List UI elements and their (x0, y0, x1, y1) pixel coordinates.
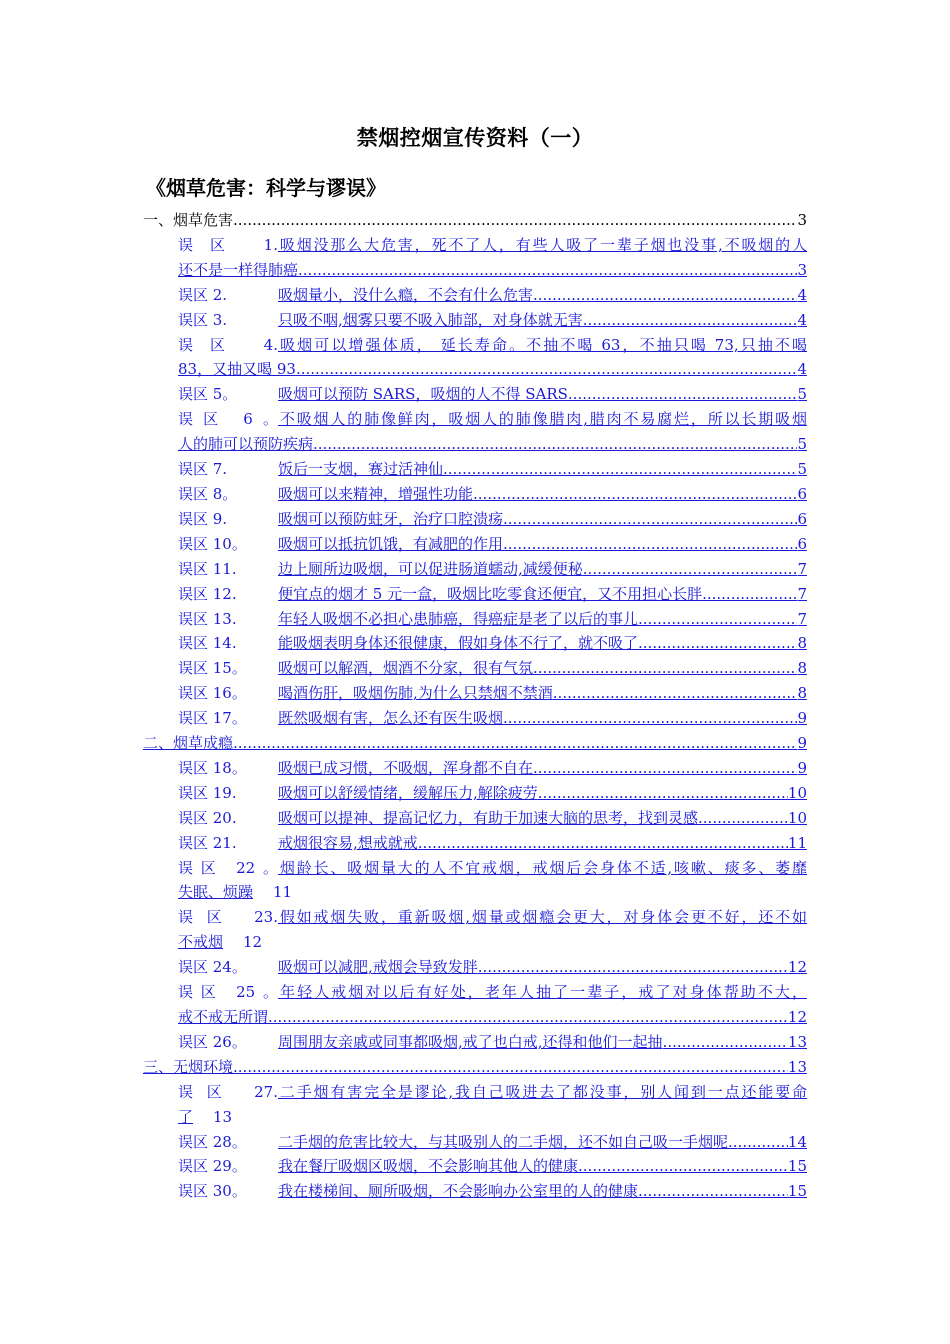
dot-leader (663, 1030, 788, 1055)
toc-item-text: 吸烟可以解酒，烟酒不分家，很有气氛 (278, 659, 534, 678)
toc-item-link[interactable] (178, 333, 807, 383)
toc-item-number: 误区 26。 (178, 1032, 247, 1051)
toc-item-text-cont: 还不是一样得肺癌 (178, 260, 299, 279)
toc-item-line (178, 382, 568, 407)
toc-item-number: 误区 10。 (178, 534, 247, 553)
dot-leader (503, 706, 797, 731)
toc-item-number: 误区 14. (178, 634, 237, 653)
table-of-contents (143, 208, 807, 1204)
toc-page-number: 12 (787, 1008, 807, 1026)
toc-item-first-line (178, 856, 807, 881)
toc-item[interactable] (143, 283, 807, 308)
toc-page-number: 11 (787, 833, 807, 852)
toc-item-text: 假如戒烟失败，重新吸烟,烟量或烟瘾会更大，对身体会更不好，还不如 (278, 908, 807, 927)
toc-page-number: 7 (797, 584, 807, 603)
dot-leader (738, 1130, 788, 1155)
toc-item-text: 便宜点的烟才 5 元一盒，吸烟比吃零食还便宜，又不用担心长胖 (278, 584, 703, 603)
toc-item-number: 误区 20. (178, 808, 237, 827)
toc-item-text: 二手烟的危害比较大，与其吸别人的二手烟，还不如自己吸一手烟呢.. (278, 1132, 738, 1151)
dot-leader (533, 656, 797, 681)
toc-item-text: 戒烟很容易,想戒就戒 (278, 833, 418, 852)
toc-item-first-line (178, 1080, 807, 1105)
page-title: 禁烟控烟宣传资料（一） (356, 125, 594, 150)
toc-item[interactable] (143, 382, 807, 407)
toc-item-continuation (178, 930, 807, 955)
toc-item-text-cont: 了 (178, 1107, 194, 1126)
toc-item-continuation (178, 258, 807, 283)
toc-item[interactable] (143, 457, 807, 482)
toc-item-number: 误区 27. (178, 1082, 278, 1101)
toc-item-text-cont: 戒不戒无所谓 (178, 1008, 269, 1026)
toc-page-number: 8 (797, 659, 807, 678)
toc-item-first-line (178, 233, 807, 258)
toc-item-line (178, 507, 503, 532)
toc-item-number: 误区 21. (178, 833, 237, 852)
toc-item-number: 误区 24。 (178, 958, 247, 977)
toc-item[interactable] (143, 407, 807, 457)
toc-item-number: 误区 23. (178, 908, 278, 927)
toc-item[interactable] (143, 308, 807, 333)
toc-page-number: 6 (797, 509, 807, 528)
dot-leader (313, 432, 797, 457)
toc-item-line (178, 532, 503, 557)
toc-item-number: 误区 18。 (178, 758, 247, 777)
toc-item[interactable] (143, 756, 807, 781)
toc-item[interactable] (143, 806, 807, 831)
toc-item[interactable] (143, 607, 807, 632)
toc-page-number: 13 (213, 1107, 233, 1126)
toc-item-text: 能吸烟表明身体还很健康，假如身体不行了，就不吸了 (278, 634, 639, 653)
toc-item-line (178, 482, 473, 507)
toc-item-number: 误区 1. (178, 235, 278, 254)
toc-item-link[interactable] (178, 1030, 807, 1055)
toc-item-text: 不吸烟人的肺像鲜肉，吸烟人的肺像腊肉,腊肉不易腐烂，所以长期吸烟 (278, 410, 807, 429)
toc-item-number: 误区 9. (178, 509, 228, 528)
toc-item-text: 吸烟可以预防蛀牙，治疗口腔溃疡 (278, 509, 504, 528)
toc-item[interactable] (143, 1179, 807, 1204)
toc-page-number: 3 (797, 260, 807, 279)
toc-item-text: 二手烟有害完全是谬论,我自己吸进去了都没事，别人闻到一点还能要命 (278, 1082, 807, 1101)
toc-item-line (178, 1179, 638, 1204)
dot-leader (638, 1179, 788, 1204)
toc-item-number: 误区 12. (178, 584, 237, 603)
toc-item-continuation (178, 1105, 807, 1130)
toc-item-line (178, 706, 503, 731)
dot-leader (533, 283, 797, 308)
toc-item-link[interactable] (178, 806, 807, 831)
toc-page-number: 12 (787, 958, 807, 977)
toc-item-first-line (178, 980, 807, 1005)
toc-item-number: 误区 15。 (178, 659, 247, 678)
toc-section-label: 三、无烟环境 (143, 1057, 234, 1076)
dot-leader (298, 258, 797, 283)
toc-item-text: 喝酒伤肝，吸烟伤肺,为什么只禁烟不禁酒 (278, 684, 553, 703)
toc-item-text-cont: 83，又抽又喝 93 (178, 360, 296, 379)
toc-item-text: 既然吸烟有害，怎么还有医生吸烟 (278, 709, 504, 728)
toc-item-link[interactable] (178, 382, 807, 407)
toc-item-text-cont: 不戒烟 (178, 933, 224, 952)
toc-item-line (178, 1130, 738, 1155)
toc-page-number: 8 (797, 684, 807, 703)
toc-item-text: 饭后一支烟，赛过活神仙 (278, 460, 444, 479)
toc-item-link[interactable] (178, 557, 807, 582)
dot-leader (478, 955, 788, 980)
dot-leader (443, 457, 797, 482)
toc-item-link[interactable] (178, 507, 807, 532)
toc-item-link[interactable] (178, 1154, 807, 1179)
toc-item-number: 误区 2. (178, 285, 228, 304)
toc-item-text: 吸烟没那么大危害，死不了人，有些人吸了一辈子烟也没事,不吸烟的人 (278, 235, 807, 254)
toc-item[interactable] (143, 1030, 807, 1055)
toc-page-number: 5 (797, 460, 807, 479)
toc-page-number: 5 (797, 435, 807, 454)
toc-item-continuation (178, 432, 807, 457)
toc-item-link[interactable] (178, 681, 807, 706)
toc-item[interactable] (143, 333, 807, 383)
toc-item-link[interactable] (178, 607, 807, 632)
toc-item-number: 误区 22。 (178, 858, 278, 877)
toc-page-number: 6 (797, 484, 807, 503)
toc-item-number: 误区 28。 (178, 1132, 247, 1151)
toc-section-label: 二、烟草成瘾 (143, 734, 234, 753)
dot-leader (268, 1005, 788, 1030)
toc-section[interactable] (143, 731, 807, 756)
toc-section[interactable] (143, 1055, 807, 1080)
toc-item-text: 周围朋友亲戚或同事都吸烟,戒了也白戒,还得和他们一起抽 (278, 1032, 663, 1051)
toc-item[interactable] (143, 831, 807, 856)
toc-item-text: 吸烟可以舒缓情绪，缓解压力,解除疲劳 (278, 783, 538, 802)
toc-section-link[interactable] (143, 1055, 807, 1080)
toc-item-link[interactable] (178, 856, 807, 906)
toc-item-text: 年轻人戒烟对以后有好处，老年人抽了一辈子，戒了对身体帮助不大， (278, 983, 807, 1002)
toc-item-line (178, 631, 638, 656)
toc-item-text-cont: 人的肺可以预防疾病 (178, 435, 314, 454)
toc-item-number: 误区 5。 (178, 385, 238, 404)
toc-page-number: 10 (787, 783, 807, 802)
toc-item[interactable] (143, 532, 807, 557)
toc-item-number: 误区 25。 (178, 983, 278, 1002)
toc-page-number: 7 (797, 609, 807, 628)
toc-page-number: 7 (797, 559, 807, 578)
toc-item-line (178, 756, 533, 781)
toc-item[interactable] (143, 980, 807, 1030)
toc-item-line (178, 1030, 663, 1055)
toc-item-link[interactable] (178, 407, 807, 457)
toc-item[interactable] (143, 681, 807, 706)
toc-item-link[interactable] (178, 1080, 807, 1130)
dot-leader (638, 631, 797, 656)
toc-item-first-line (178, 905, 807, 930)
toc-item-continuation (178, 880, 807, 905)
toc-item-link[interactable] (178, 781, 807, 806)
toc-item-link[interactable] (178, 656, 807, 681)
toc-item[interactable] (143, 1130, 807, 1155)
dot-leader (296, 357, 798, 382)
toc-item-link[interactable] (178, 756, 807, 781)
toc-section-link[interactable] (143, 731, 807, 756)
toc-item-text: 吸烟可以增强体质， 延长寿命。不抽不喝 63，不抽只喝 73,只抽不喝 (278, 335, 807, 354)
dot-leader (638, 607, 797, 632)
dot-leader (702, 582, 797, 607)
toc-item-first-line (178, 333, 807, 358)
toc-item-line (178, 557, 583, 582)
toc-item-line (178, 831, 418, 856)
toc-item-text: 吸烟可以减肥,戒烟会导致发胖 (278, 958, 478, 977)
toc-section[interactable] (143, 208, 807, 233)
toc-item-line (178, 806, 698, 831)
toc-page-number: 12 (243, 933, 263, 952)
toc-item-line (178, 457, 443, 482)
toc-item[interactable] (143, 656, 807, 681)
toc-page-number: 4 (797, 310, 807, 329)
toc-item[interactable] (143, 1080, 807, 1130)
toc-item[interactable] (143, 1154, 807, 1179)
toc-item-link[interactable] (178, 582, 807, 607)
toc-page-number: 9 (797, 734, 807, 753)
dot-leader (698, 806, 788, 831)
toc-item-continuation (178, 1005, 807, 1030)
toc-item-number: 误区 19. (178, 783, 237, 802)
toc-item-link[interactable] (178, 308, 807, 333)
dot-leader (553, 681, 798, 706)
dot-leader (583, 557, 798, 582)
toc-item-number: 误区 29。 (178, 1157, 247, 1176)
toc-page-number: 9 (797, 758, 807, 777)
toc-item-number: 误区 4. (178, 335, 278, 354)
toc-item[interactable] (143, 955, 807, 980)
toc-item-number: 误区 17。 (178, 709, 247, 728)
toc-item-number: 误区 7. (178, 460, 228, 479)
toc-page-number: 5 (797, 385, 807, 404)
toc-item-first-line (178, 407, 807, 432)
dot-leader (568, 382, 798, 407)
toc-item-text: 吸烟可以预防 SARS，吸烟的人不得 SARS (278, 385, 568, 404)
toc-item-link[interactable] (178, 233, 807, 283)
dot-leader (233, 1055, 788, 1080)
toc-page-number: 11 (273, 883, 293, 902)
toc-page-number: 4 (797, 360, 807, 379)
toc-item-link[interactable] (178, 283, 807, 308)
document-subtitle: 《烟草危害：科学与谬误》 (146, 176, 386, 200)
toc-item-text: 吸烟可以提神、提高记忆力，有助于加速大脑的思考，找到灵感 (278, 808, 699, 827)
toc-item-line (178, 1154, 578, 1179)
toc-item[interactable] (143, 557, 807, 582)
toc-item-continuation (178, 357, 807, 382)
toc-page-number: 14 (787, 1132, 807, 1151)
toc-item-link[interactable] (178, 905, 807, 955)
toc-item-text: 吸烟已成习惯，不吸烟，浑身都不自在 (278, 758, 534, 777)
toc-item[interactable] (143, 233, 807, 283)
toc-item-number: 误区 13. (178, 609, 237, 628)
toc-page-number: 15 (787, 1182, 807, 1201)
dot-leader (418, 831, 788, 856)
toc-page-number: 4 (797, 285, 807, 304)
toc-item-link[interactable] (178, 706, 807, 731)
toc-page-number: 10 (787, 808, 807, 827)
toc-item-text: 吸烟可以抵抗饥饿，有减肥的作用 (278, 534, 504, 553)
dot-leader (503, 532, 797, 557)
toc-item-line (178, 656, 533, 681)
toc-page-number: 15 (787, 1157, 807, 1176)
toc-item-text: 年轻人吸烟不必担心患肺癌，得癌症是老了以后的事儿 (278, 609, 639, 628)
toc-item-link[interactable] (178, 631, 807, 656)
toc-page-number: 13 (787, 1032, 807, 1051)
toc-item[interactable] (143, 631, 807, 656)
dot-leader (533, 756, 797, 781)
toc-item-line (178, 607, 638, 632)
toc-item-text: 烟龄长、吸烟量大的人不宜戒烟，戒烟后会身体不适,咳嗽、痰多、萎靡 (278, 858, 807, 877)
toc-item-text: 边上厕所边吸烟，可以促进肠道蠕动,减缓便秘 (278, 559, 583, 578)
toc-item-link[interactable] (178, 482, 807, 507)
toc-item[interactable] (143, 482, 807, 507)
toc-item-text: 我在餐厅吸烟区吸烟，不会影响其他人的健康 (278, 1157, 579, 1176)
toc-item[interactable] (143, 582, 807, 607)
toc-page-number: 3 (797, 211, 807, 229)
toc-item-text: 只吸不咽,烟雾只要不吸入肺部，对身体就无害 (278, 310, 583, 329)
toc-item[interactable] (143, 706, 807, 731)
toc-item[interactable] (143, 905, 807, 955)
toc-item[interactable] (143, 781, 807, 806)
toc-item-text: 吸烟可以来精神，增强性功能 (278, 484, 474, 503)
toc-item-link[interactable] (178, 1130, 807, 1155)
toc-item-number: 误区 11. (178, 559, 237, 578)
toc-item-link[interactable] (178, 532, 807, 557)
dot-leader (503, 507, 797, 532)
toc-page-number: 6 (797, 534, 807, 553)
toc-item-line (178, 681, 553, 706)
toc-item-link[interactable] (178, 831, 807, 856)
toc-item-line (178, 283, 533, 308)
toc-page-number: 8 (797, 634, 807, 653)
toc-item-line (178, 955, 478, 980)
dot-leader (473, 482, 797, 507)
dot-leader (583, 308, 798, 333)
toc-item-line (178, 582, 702, 607)
dot-leader (578, 1154, 788, 1179)
toc-item-link[interactable] (178, 980, 807, 1030)
toc-item-number: 误区 8。 (178, 484, 238, 503)
toc-item-link[interactable] (178, 1179, 807, 1204)
toc-item[interactable] (143, 507, 807, 532)
toc-item-text-cont: 失眠、烦躁 (178, 883, 254, 902)
toc-item[interactable] (143, 856, 807, 906)
toc-item-text: 我在楼梯间、厕所吸烟，不会影响办公室里的人的健康 (278, 1182, 639, 1201)
toc-item-number: 误区 3. (178, 310, 228, 329)
toc-item-line (178, 781, 538, 806)
toc-item-text: 吸烟量小，没什么瘾，不会有什么危害 (278, 285, 534, 304)
toc-item-number: 误区 30。 (178, 1182, 247, 1201)
toc-page-number: 13 (787, 1057, 807, 1076)
toc-section-link[interactable] (143, 208, 807, 233)
toc-page-number: 9 (797, 709, 807, 728)
toc-item-number: 误区 16。 (178, 684, 247, 703)
dot-leader (233, 731, 797, 756)
toc-item-link[interactable] (178, 955, 807, 980)
dot-leader (233, 208, 797, 233)
toc-section-label: 一、烟草危害 (143, 211, 234, 229)
toc-item-number: 误区 6。 (178, 410, 278, 429)
dot-leader (538, 781, 788, 806)
toc-item-line (178, 308, 583, 333)
toc-item-link[interactable] (178, 457, 807, 482)
